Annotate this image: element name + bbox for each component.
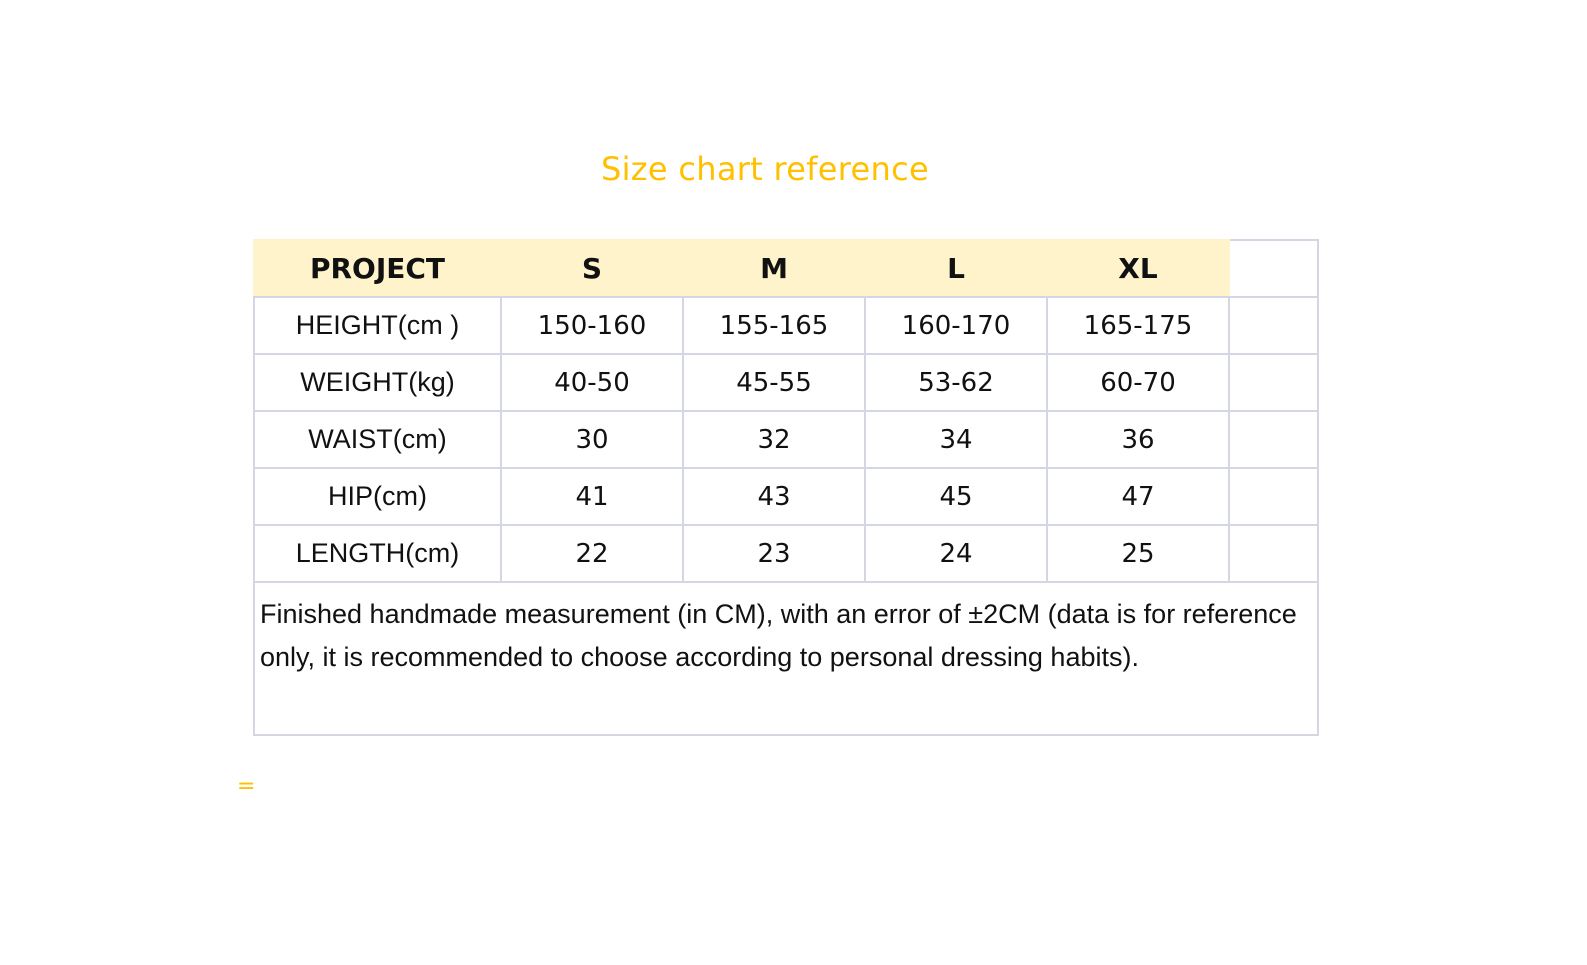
table-row — [254, 297, 1318, 354]
header-cell-xl: XL — [1047, 240, 1229, 297]
table-row — [254, 525, 1318, 582]
table-cell-empty — [1229, 411, 1318, 468]
table-cell: 155-165 — [683, 297, 865, 354]
table-cell: 41 — [501, 468, 683, 525]
table-cell: 60-70 — [1047, 354, 1229, 411]
table-cell: 40-50 — [501, 354, 683, 411]
header-cell-empty — [1229, 240, 1318, 297]
table-cell-empty — [1229, 354, 1318, 411]
table-cell-empty — [1229, 468, 1318, 525]
table-cell: 45-55 — [683, 354, 865, 411]
row-label-waist: WAIST(cm) — [254, 411, 501, 468]
table-cell: 160-170 — [865, 297, 1047, 354]
header-cell-s: S — [501, 240, 683, 297]
table-cell: 47 — [1047, 468, 1229, 525]
table-cell-empty — [1229, 297, 1318, 354]
header-cell-project: PROJECT — [254, 240, 501, 297]
table-cell: 32 — [683, 411, 865, 468]
table-cell: 30 — [501, 411, 683, 468]
row-label-height: HEIGHT(cm ) — [254, 297, 501, 354]
table-row — [254, 354, 1318, 411]
table-cell: 22 — [501, 525, 683, 582]
table-row — [254, 468, 1318, 525]
table-row — [254, 411, 1318, 468]
table-cell: 34 — [865, 411, 1047, 468]
table-cell: 43 — [683, 468, 865, 525]
table-cell: 25 — [1047, 525, 1229, 582]
table-cell: 23 — [683, 525, 865, 582]
table-header-row — [254, 240, 1318, 297]
table-cell-empty — [1229, 525, 1318, 582]
size-chart-table — [253, 239, 1319, 736]
header-cell-m: M — [683, 240, 865, 297]
table-cell: 45 — [865, 468, 1047, 525]
table-cell: 24 — [865, 525, 1047, 582]
row-label-weight: WEIGHT(kg) — [254, 354, 501, 411]
table-cell: 36 — [1047, 411, 1229, 468]
table-cell: 150-160 — [501, 297, 683, 354]
table-cell: 165-175 — [1047, 297, 1229, 354]
row-label-length: LENGTH(cm) — [254, 525, 501, 582]
equals-mark: = — [237, 774, 256, 799]
note-row — [254, 582, 1318, 735]
table-cell: 53-62 — [865, 354, 1047, 411]
page-title: Size chart reference — [600, 150, 929, 188]
header-cell-l: L — [865, 240, 1047, 297]
row-label-hip: HIP(cm) — [254, 468, 501, 525]
measurement-note: Finished handmade measurement (in CM), with an error of ±2CM (data is for reference only, it is recommended to choose according to personal dressing habits). — [254, 582, 1318, 735]
